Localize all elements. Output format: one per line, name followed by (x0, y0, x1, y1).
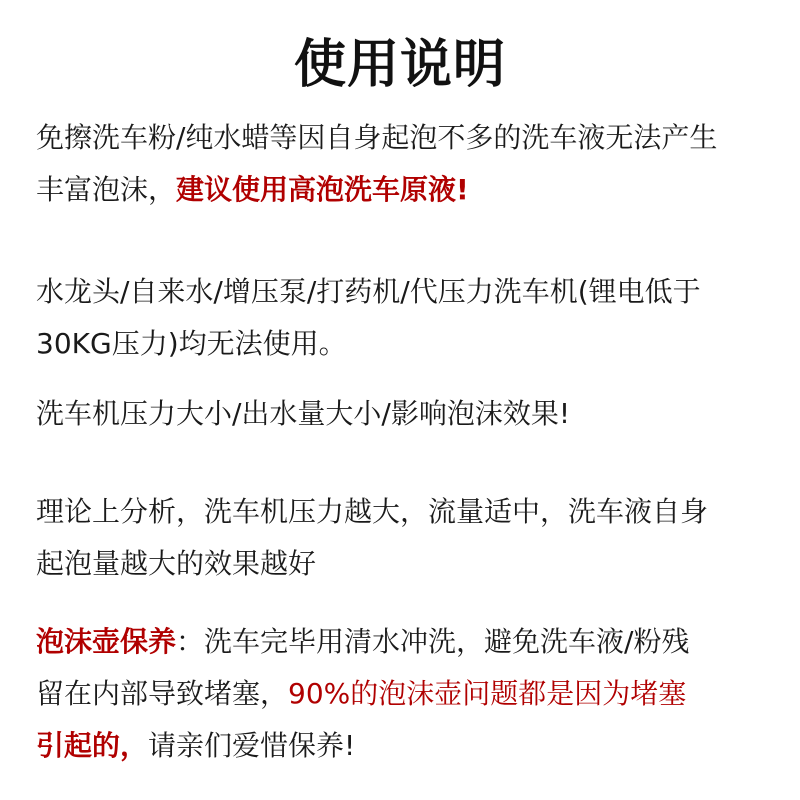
p5-line2-plain: 留在内部导致堵塞， (36, 677, 289, 710)
p5-line3-red: 引起的， (36, 729, 149, 762)
p5-line1 (36, 616, 776, 668)
p1-line2 (36, 164, 776, 216)
paragraph-water-sources (36, 266, 776, 370)
p5-line1-rest: ：洗车完毕用清水冲洗，避免洗车液/粉残 (176, 625, 690, 658)
p1-line1: 免擦洗车粉/纯水蜡等因自身起泡不多的洗车液无法产生 (36, 121, 718, 154)
paragraph-pressure-effect (36, 388, 776, 440)
p5-line2 (36, 668, 776, 720)
p4-line1: 理论上分析，洗车机压力越大，流量适中，洗车液自身 (36, 495, 709, 528)
p2-line1: 水龙头/自来水/增压泵/打药机/代压力洗车机(锂电低于 (36, 275, 701, 308)
p5-line3-plain: 请亲们爱惜保养! (148, 729, 356, 762)
p3-line1: 洗车机压力大小/出水量大小/影响泡沫效果! (36, 397, 571, 430)
p5-clog-statistic: 90%的泡沫壶问题都是因为堵塞 (288, 677, 687, 710)
maintenance-heading: 泡沫壶保养 (36, 625, 177, 658)
p1-line2-plain: 丰富泡沫， (36, 173, 177, 206)
p1-recommendation: 建议使用高泡洗车原液! (176, 173, 469, 206)
paragraph-foam-cleaner (36, 112, 776, 216)
paragraph-theory (36, 486, 776, 590)
p5-line3 (36, 720, 776, 772)
page-title: 使用说明 (293, 35, 506, 95)
p4-line2: 起泡量越大的效果越好 (36, 547, 317, 580)
p2-line2: 30KG压力)均无法使用。 (36, 327, 347, 360)
paragraph-maintenance (36, 616, 776, 772)
